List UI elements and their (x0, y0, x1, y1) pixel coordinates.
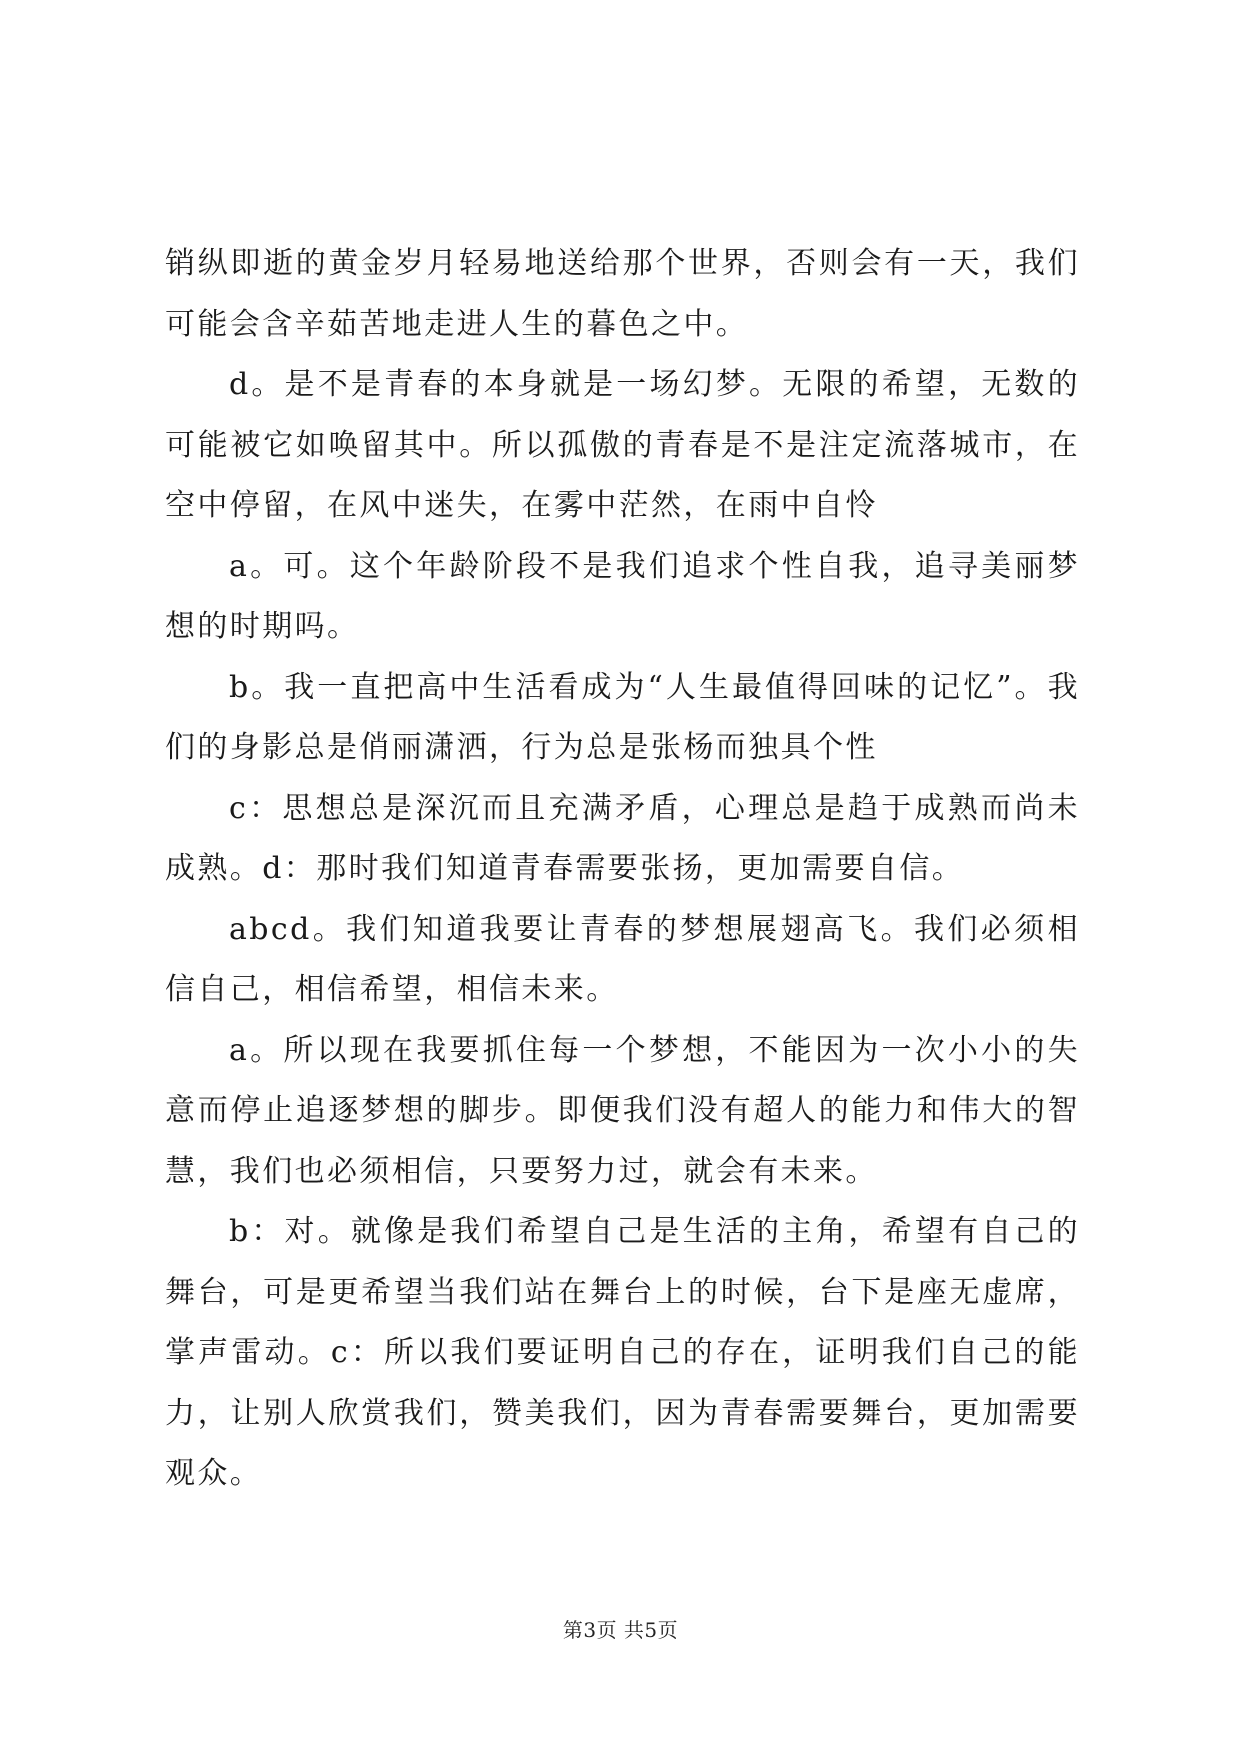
paragraph: b：对。就像是我们希望自己是生活的主角，希望有自己的舞台，可是更希望当我们站在舞台上的时候，台下是座无虚席，掌声雷动。c：所以我们要证明自己的存在，证明我们自己的能力，让别人欣赏我们，赞美我们，因为青春需要舞台，更加需要观众。 (165, 1214, 1080, 1491)
paragraph: a。可。这个年龄阶段不是我们追求个性自我，追寻美丽梦想的时期吗。 (165, 548, 1080, 644)
paragraph: c：思想总是深沉而且充满矛盾，心理总是趋于成熟而尚未成熟。d：那时我们知道青春需要张扬，更加需要自信。 (165, 790, 1080, 886)
paragraph: d。是不是青春的本身就是一场幻梦。无限的希望，无数的可能被它如唤留其中。所以孤傲的青春是不是注定流落城市，在空中停留，在风中迷失，在雾中茫然，在雨中自怜 (165, 367, 1080, 523)
document-body (165, 234, 1080, 1505)
paragraph: a。所以现在我要抓住每一个梦想，不能因为一次小小的失意而停止追逐梦想的脚步。即便我们没有超人的能力和伟大的智慧，我们也必须相信，只要努力过，就会有未来。 (165, 1032, 1080, 1189)
paragraph: 销纵即逝的黄金岁月轻易地送给那个世界，否则会有一天，我们可能会含辛茹苦地走进人生的暮色之中。 (165, 246, 1080, 342)
page-number-footer: 第3页 共5页 (562, 1618, 679, 1642)
paragraph: abcd。我们知道我要让青春的梦想展翅高飞。我们必须相信自己，相信希望，相信未来。 (165, 911, 1080, 1007)
paragraph: b。我一直把高中生活看成为“人生最值得回味的记忆”。我们的身影总是俏丽潇洒，行为总是张杨而独具个性 (165, 669, 1080, 765)
